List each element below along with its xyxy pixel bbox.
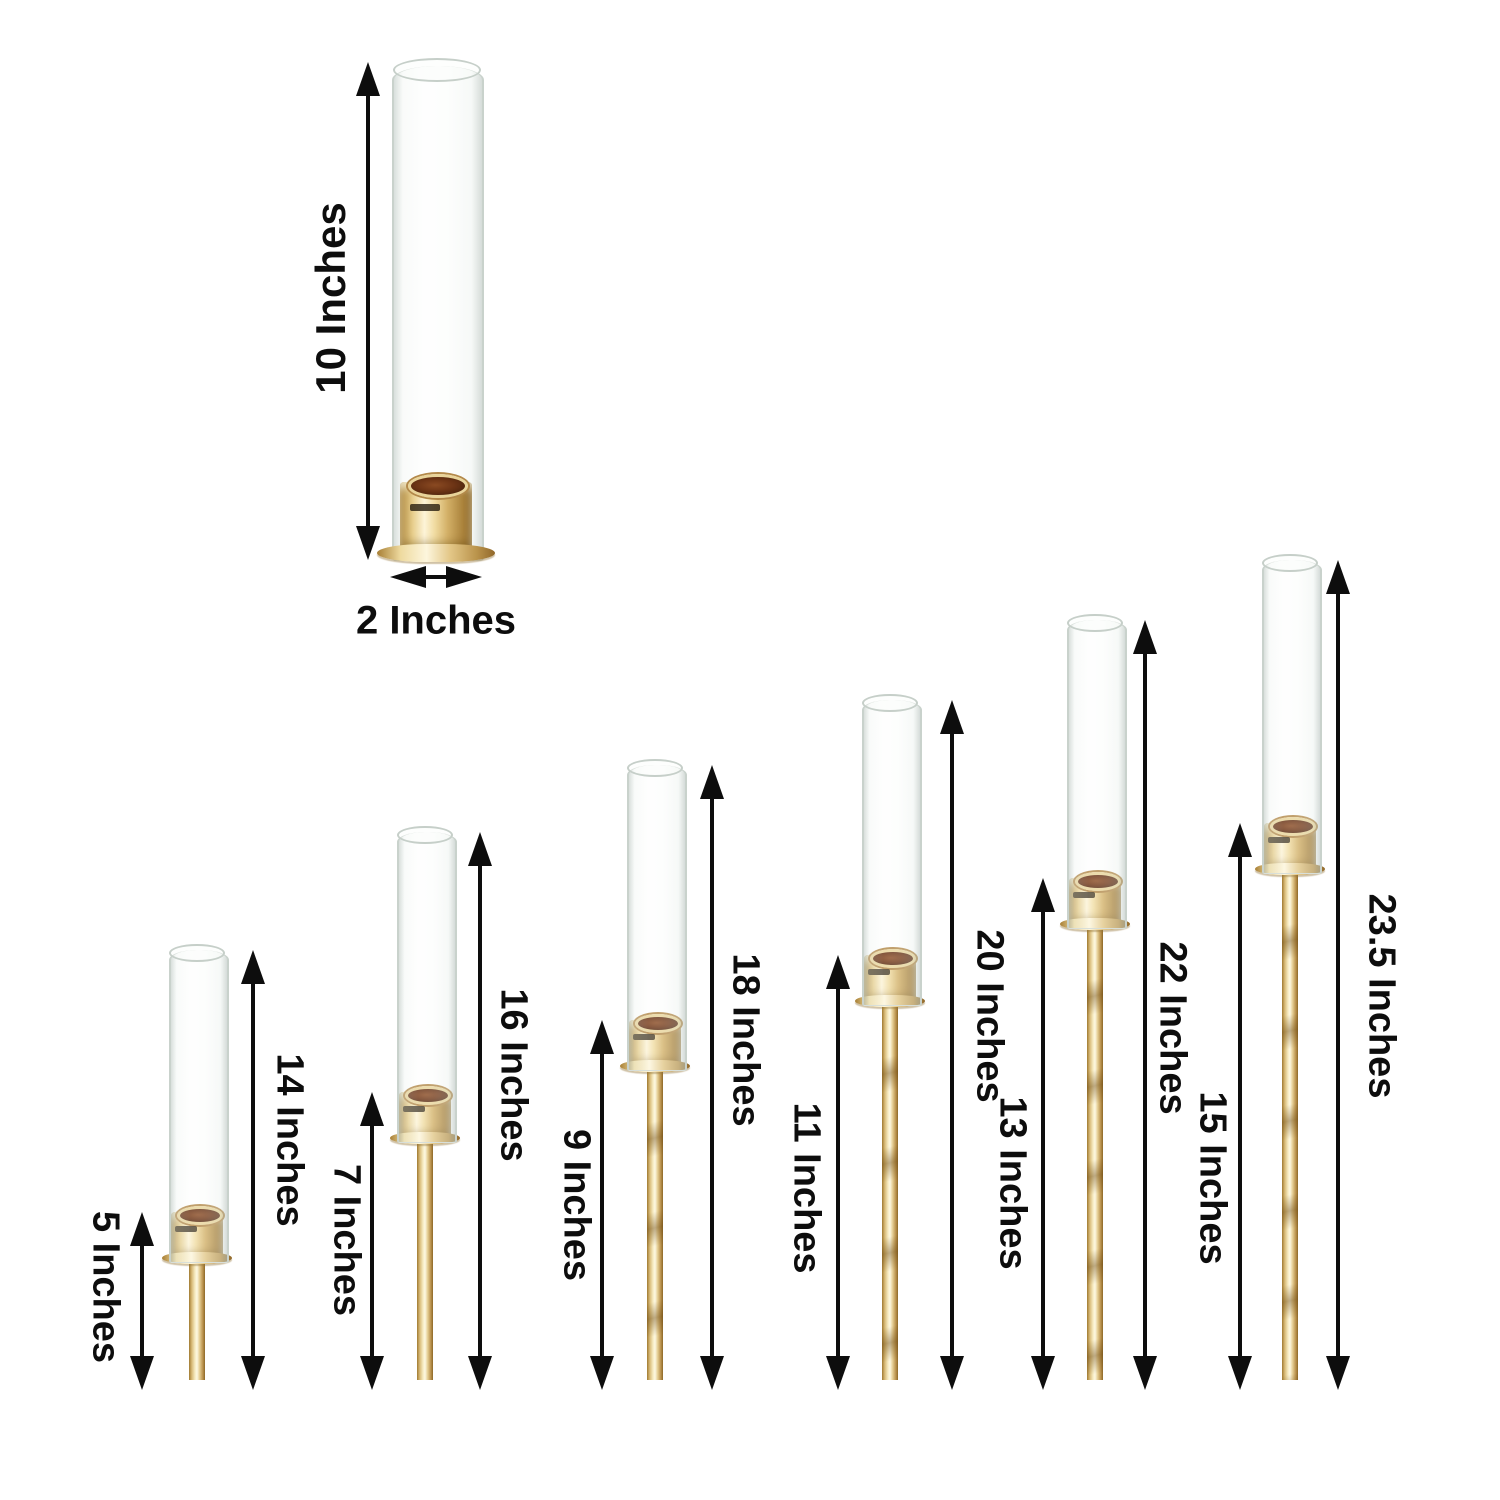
arrow-down-icon [241,1356,265,1390]
arrow-down-icon [590,1356,614,1390]
arrow-line [836,963,840,1382]
arrow-line [251,958,255,1382]
cup-marking [410,504,440,511]
glass-rim [169,944,225,962]
arrow-down-icon [1133,1356,1157,1390]
stand-height-label: 11 Inches [785,1102,828,1274]
arrow-down-icon [1031,1356,1055,1390]
total-height-label: 23.5 Inches [1360,893,1403,1099]
gold-stem [1282,871,1298,1380]
glass-tube [1262,560,1322,874]
arrow-line [1041,886,1045,1382]
glass-tube [169,950,229,1263]
arrow-down-icon [700,1356,724,1390]
glass-rim [627,759,683,777]
arrow-down-icon [940,1356,964,1390]
arrow-line [370,1100,374,1382]
height-label-10in: 10 Inches [307,202,354,394]
arrow-up-icon [468,832,492,866]
arrow-right-icon [446,566,482,588]
arrow-line [950,708,954,1382]
arrow-down-icon [360,1356,384,1390]
arrow-up-icon [1326,560,1350,594]
arrow-up-icon [130,1212,154,1246]
stand-height-label: 13 Inches [991,1096,1034,1270]
gold-stem [1087,926,1103,1380]
arrow-up-icon [940,700,964,734]
gold-stem [189,1260,205,1380]
arrow-down-icon [826,1356,850,1390]
arrow-down-icon [1326,1356,1350,1390]
total-height-label: 20 Inches [968,929,1011,1103]
arrow-down-icon [1228,1356,1252,1390]
arrow-line [1143,628,1147,1382]
arrow-up-icon [826,955,850,989]
glass-tube [862,700,922,1006]
total-height-label: 16 Inches [492,988,535,1162]
total-height-label: 14 Inches [268,1053,311,1227]
total-height-label: 22 Inches [1151,941,1194,1115]
glass-rim [397,826,453,844]
arrow-up-icon [1228,823,1252,857]
arrow-up-icon [241,950,265,984]
stand-height-label: 5 Inches [84,1210,127,1364]
stand-height-label: 15 Inches [1191,1091,1234,1265]
arrow-down-icon [468,1356,492,1390]
arrow-up-icon [1031,878,1055,912]
arrow-down-icon [356,526,380,560]
candle-socket [408,474,468,498]
glass-rim [1262,554,1318,572]
stand-height-label: 9 Inches [555,1128,598,1282]
gold-stem [882,1003,898,1380]
arrow-left-icon [390,566,426,588]
arrow-up-icon [590,1020,614,1054]
arrow-up-icon [700,765,724,799]
glass-rim [393,58,481,82]
glass-rim [1067,614,1123,632]
arrow-line [710,773,714,1382]
arrow-up-icon [360,1092,384,1126]
glass-tube [397,832,457,1143]
cup-flange [377,544,495,562]
width-label-2in: 2 Inches [355,598,517,643]
glass-tube [627,765,687,1071]
arrow-down-icon [130,1356,154,1390]
total-height-label: 18 Inches [724,953,767,1127]
glass-tube [1067,620,1127,929]
arrow-up-icon [356,62,380,96]
gold-stem [647,1068,663,1380]
arrow-line [1238,831,1242,1382]
stand-height-label: 7 Inches [325,1163,368,1317]
arrow-up-icon [1133,620,1157,654]
glass-rim [862,694,918,712]
arrow-line [478,840,482,1382]
arrow-line [600,1028,604,1382]
gold-stem [417,1140,433,1380]
arrow-line [1336,568,1340,1382]
